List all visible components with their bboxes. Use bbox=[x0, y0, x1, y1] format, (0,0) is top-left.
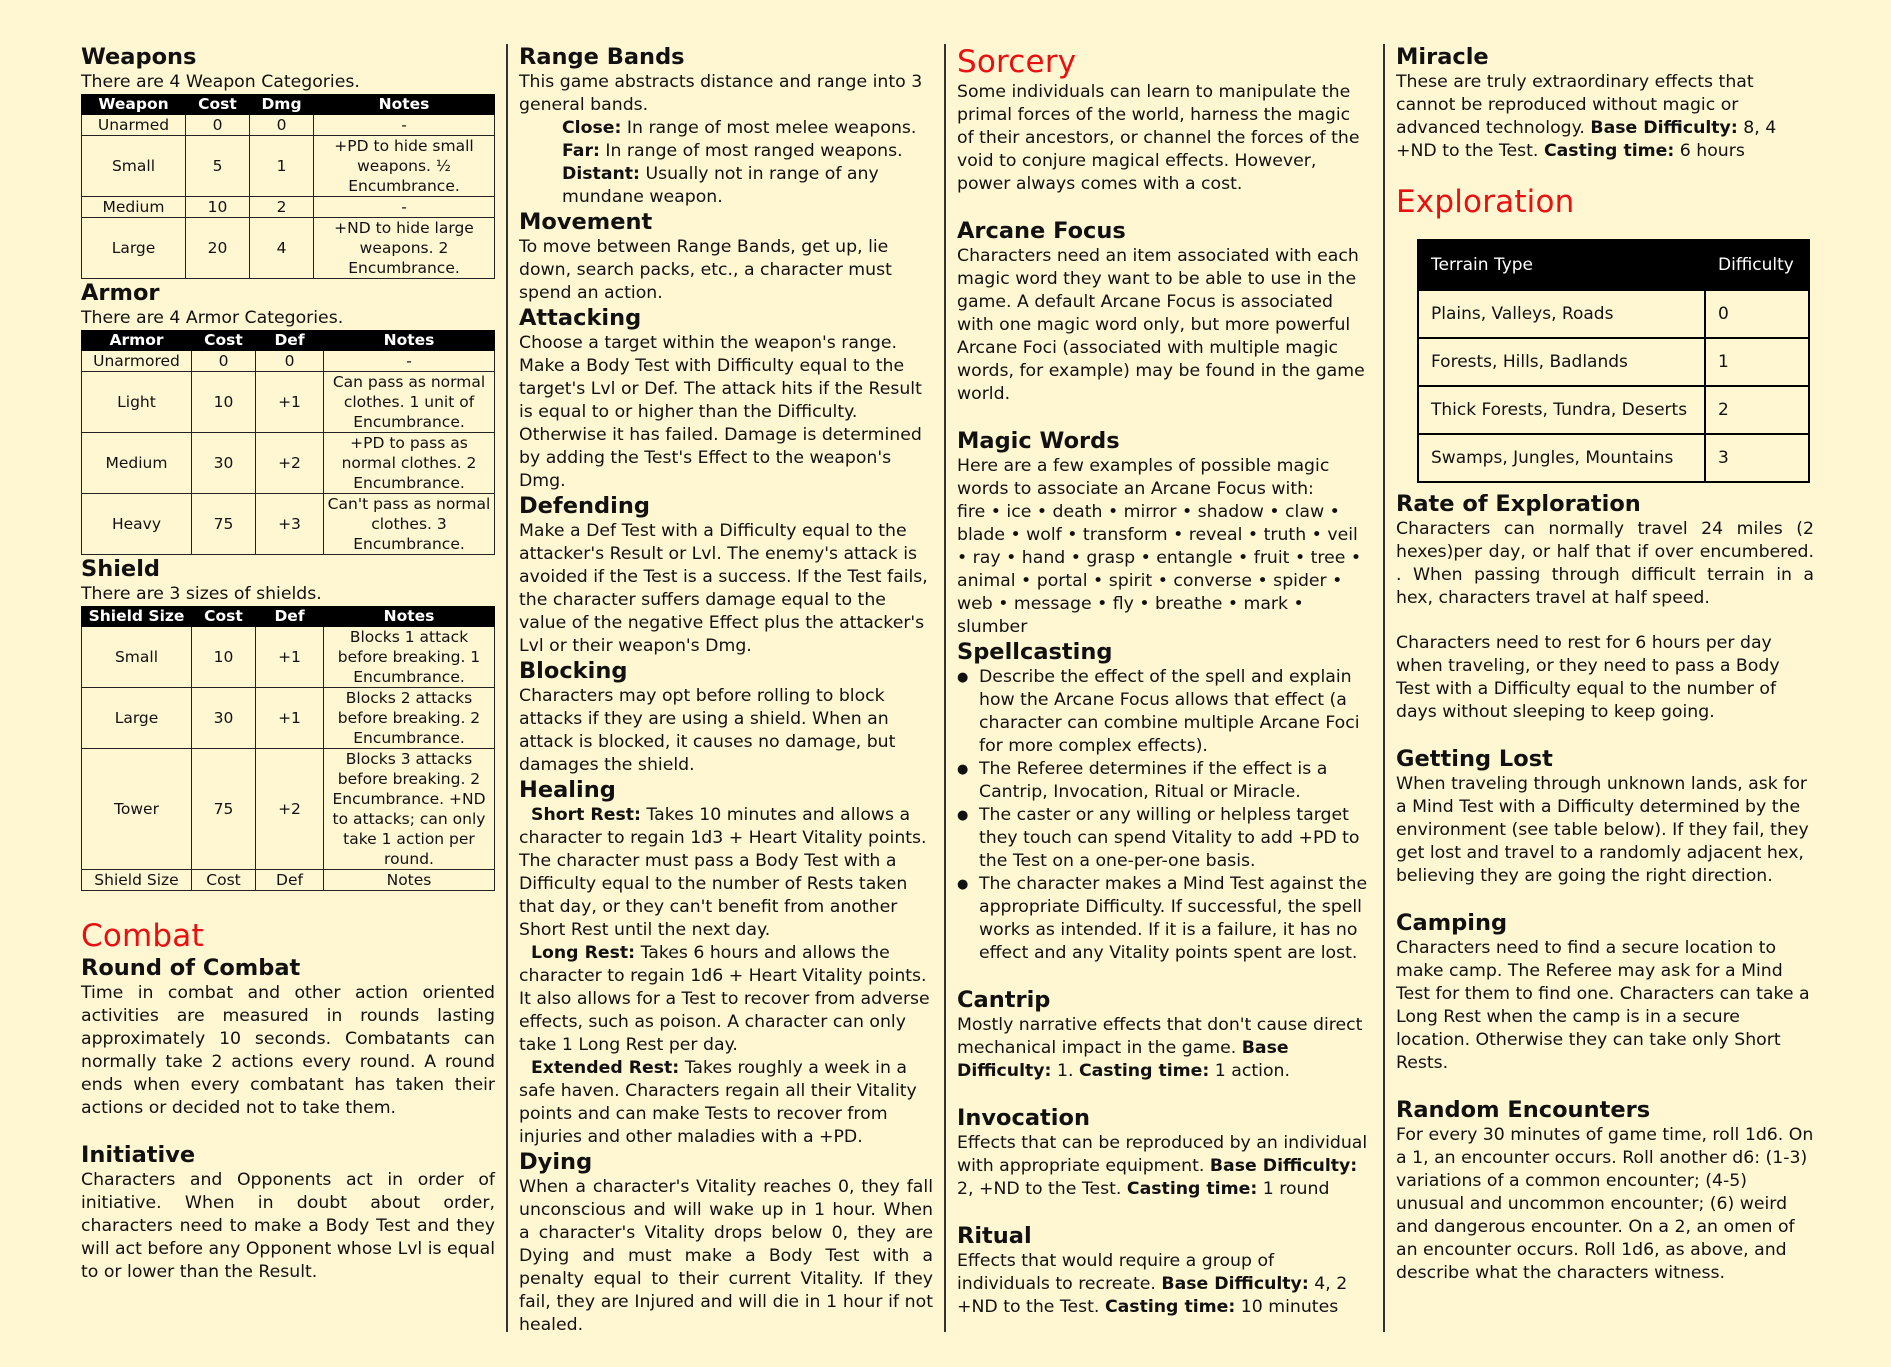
table-cell: - bbox=[314, 197, 495, 218]
invocation-description: Effects that can be reproduced by an individual with appropriate equipment. bbox=[957, 1133, 1368, 1176]
table-cell: 2 bbox=[250, 197, 314, 218]
column-header: Notes bbox=[324, 607, 495, 627]
column-header: Terrain Type bbox=[1418, 240, 1705, 290]
table-header-row bbox=[82, 331, 495, 351]
table-cell: Def bbox=[256, 870, 324, 891]
range-close bbox=[519, 117, 933, 140]
column-3 bbox=[957, 44, 1371, 1319]
defending-text: Make a Def Test with a Difficulty equal to the attacker's Result or Lvl. The enemy's attack is avoided if the Test is a success. If the Test fails, the character suffers damage equal to the value of the negative Effect plus the attacker's Lvl or their weapon's Dmg. bbox=[519, 521, 928, 656]
table-row bbox=[82, 688, 495, 749]
ritual-difficulty: 4, 2 +ND to the Test. bbox=[957, 1274, 1348, 1317]
table-footer-row bbox=[82, 870, 495, 891]
defending-heading: Defending bbox=[519, 493, 650, 519]
armor-heading: Armor bbox=[81, 280, 160, 306]
table-row bbox=[1418, 290, 1809, 338]
table-cell: 30 bbox=[192, 688, 256, 749]
column-header: Notes bbox=[324, 331, 495, 351]
movement-heading: Movement bbox=[519, 209, 653, 235]
round-of-combat-text: Time in combat and other action oriented activities are measured in rounds lasting approximately 10 seconds. Combatants can normally take 2 actions every round. A round ends when every combatant has taken their actions or decided not to take them. bbox=[81, 983, 495, 1118]
healing-long-rest bbox=[519, 942, 933, 1057]
column-header: Cost bbox=[186, 95, 250, 115]
combat-heading: Combat bbox=[81, 918, 204, 954]
short-rest-label: Short Rest: bbox=[531, 805, 641, 825]
table-cell: Heavy bbox=[82, 494, 192, 555]
long-rest-text: Takes 6 hours and allows the character to regain 1d6 + Heart Vitality points. It also allows for a Test to recover from adverse effects, such as poison. A character can only take 1 Long Rest per day. bbox=[519, 943, 930, 1055]
table-cell: Can pass as normal clothes. 1 unit of Encumbrance. bbox=[324, 372, 495, 433]
table-cell: Thick Forests, Tundra, Deserts bbox=[1418, 386, 1705, 434]
table-cell: Shield Size bbox=[82, 870, 192, 891]
table-cell: 10 bbox=[186, 197, 250, 218]
dying-text: When a character's Vitality reaches 0, they fall unconscious and will wake up in 1 hour. When a character's Vitality drops below 0, they are Dying and must make a Body Test with a penalty equal to their current Vitality. If they fail, they are Injured and will die in 1 hour if not healed. bbox=[519, 1177, 933, 1335]
table-row bbox=[82, 218, 495, 279]
getting-lost-text: When traveling through unknown lands, ask for a Mind Test with a Difficulty determined by the environment (see table below). If they fail, they get lost and travel to a randomly adjacent hex, believing they are going the right direction. bbox=[1396, 774, 1809, 886]
invocation-text bbox=[957, 1132, 1371, 1201]
table-cell: +1 bbox=[256, 627, 324, 688]
table-cell: 75 bbox=[192, 494, 256, 555]
table-row bbox=[1418, 386, 1809, 434]
exploration-heading: Exploration bbox=[1396, 184, 1575, 220]
range-bands-heading: Range Bands bbox=[519, 44, 685, 70]
list-item: ● The caster or any willing or helpless target they touch can spend Vitality to add +PD to the Test on a one-per-one basis. bbox=[957, 804, 1371, 873]
table-cell: 0 bbox=[1705, 290, 1809, 338]
invocation-time: 1 round bbox=[1262, 1179, 1330, 1199]
table-row bbox=[82, 115, 495, 136]
table-cell: Medium bbox=[82, 433, 192, 494]
table-row bbox=[82, 372, 495, 433]
terrain-table bbox=[1417, 239, 1810, 483]
table-cell: 10 bbox=[192, 627, 256, 688]
table-cell: 1 bbox=[250, 136, 314, 197]
healing-short-rest bbox=[519, 804, 933, 942]
miracle-time-label: Casting time: bbox=[1543, 141, 1675, 161]
table-cell: +2 bbox=[256, 749, 324, 870]
table-row bbox=[82, 197, 495, 218]
blocking-heading: Blocking bbox=[519, 658, 628, 684]
cantrip-time: 1 action. bbox=[1214, 1061, 1290, 1081]
table-row bbox=[82, 494, 495, 555]
table-cell: 30 bbox=[192, 433, 256, 494]
table-cell: +3 bbox=[256, 494, 324, 555]
column-header: Notes bbox=[314, 95, 495, 115]
range-close-text: In range of most melee weapons. bbox=[626, 118, 917, 138]
table-cell: Light bbox=[82, 372, 192, 433]
range-bands-intro: This game abstracts distance and range into 3 general bands. bbox=[519, 72, 923, 115]
random-encounters-text: For every 30 minutes of game time, roll 1d6. On a 1, an encounter occurs. Roll another d6: (1-3) variations of a common encounter; (4-5) unusual and uncommon encounter; (6) weird and dangerous encounter. On a 2, an omen of an encounter occurs. Roll 1d6, as above, and describe what the characters witness. bbox=[1396, 1125, 1814, 1283]
weapons-heading: Weapons bbox=[81, 44, 197, 70]
column-header: Def bbox=[256, 607, 324, 627]
miracle-difficulty: 8, 4 +ND to the Test. bbox=[1396, 118, 1777, 161]
table-cell: 75 bbox=[192, 749, 256, 870]
rate-text: Characters can normally travel 24 miles (2 hexes)per day, or half that if over encumbered. . When passing through difficult terrain in a hex, characters travel at half speed. bbox=[1396, 519, 1814, 608]
invocation-time-label: Casting time: bbox=[1126, 1179, 1258, 1199]
invocation-difficulty-label: Base Difficulty: bbox=[1209, 1156, 1358, 1176]
extended-rest-text: Takes roughly a week in a safe haven. Characters regain all their Vitality points and can make Tests to recover from injuries and other maladies with a +PD. bbox=[519, 1058, 917, 1147]
range-close-label: Close: bbox=[562, 118, 622, 138]
table-cell: 0 bbox=[186, 115, 250, 136]
column-2 bbox=[519, 44, 933, 1337]
table-cell: +PD to pass as normal clothes. 2 Encumbrance. bbox=[324, 433, 495, 494]
cantrip-difficulty: 1. bbox=[1056, 1061, 1074, 1081]
table-cell: - bbox=[314, 115, 495, 136]
cantrip-heading: Cantrip bbox=[957, 987, 1051, 1013]
list-item: ● The Referee determines if the effect is a Cantrip, Invocation, Ritual or Miracle. bbox=[957, 758, 1371, 804]
camping-text: Characters need to find a secure location to make camp. The Referee may ask for a Mind Test for them to find one. Characters can take a Long Rest when the camp is in a secure location. Otherwise they can take only Short Rests. bbox=[1396, 938, 1810, 1073]
spellcasting-list bbox=[957, 666, 1371, 965]
column-header: Armor bbox=[82, 331, 192, 351]
random-encounters-heading: Random Encounters bbox=[1396, 1097, 1651, 1123]
table-cell: 10 bbox=[192, 372, 256, 433]
table-header-row bbox=[82, 607, 495, 627]
initiative-heading: Initiative bbox=[81, 1142, 196, 1168]
table-cell: 4 bbox=[250, 218, 314, 279]
round-of-combat-heading: Round of Combat bbox=[81, 955, 301, 981]
armor-table bbox=[81, 330, 495, 555]
table-cell: 2 bbox=[1705, 386, 1809, 434]
table-cell: 0 bbox=[250, 115, 314, 136]
sorcery-heading: Sorcery bbox=[957, 44, 1077, 80]
cantrip-description: Mostly narrative effects that don't cause direct mechanical impact in the game. bbox=[957, 1015, 1363, 1058]
table-cell: Can't pass as normal clothes. 3 Encumbrance. bbox=[324, 494, 495, 555]
table-cell: 5 bbox=[186, 136, 250, 197]
column-header: Dmg bbox=[250, 95, 314, 115]
healing-extended-rest bbox=[519, 1057, 933, 1149]
miracle-description: These are truly extraordinary effects that cannot be reproduced without magic or advanced technology. bbox=[1396, 72, 1754, 138]
column-header: Cost bbox=[192, 607, 256, 627]
movement-text: To move between Range Bands, get up, lie down, search packs, etc., a character must spend an action. bbox=[519, 237, 892, 303]
blocking-text: Characters may opt before rolling to block attacks if they are using a shield. When an attack is blocked, it causes no damage, but damages the shield. bbox=[519, 686, 896, 775]
miracle-text bbox=[1396, 71, 1814, 163]
table-cell: 0 bbox=[192, 351, 256, 372]
miracle-time: 6 hours bbox=[1679, 141, 1745, 161]
ritual-difficulty-label: Base Difficulty: bbox=[1161, 1274, 1309, 1294]
magic-words-intro: Here are a few examples of possible magic words to associate an Arcane Focus with: bbox=[957, 456, 1330, 499]
table-cell: Blocks 3 attacks before breaking. 2 Encumbrance. +ND to attacks; can only take 1 action per round. bbox=[324, 749, 495, 870]
column-header: Weapon bbox=[82, 95, 186, 115]
table-cell: Blocks 1 attack before breaking. 1 Encumbrance. bbox=[324, 627, 495, 688]
cantrip-time-label: Casting time: bbox=[1078, 1061, 1210, 1081]
initiative-text: Characters and Opponents act in order of initiative. When in doubt about order, characters need to make a Body Test and they will act before any Opponent whose Lvl is equal to or lower than the Result. bbox=[81, 1170, 495, 1282]
table-cell: Cost bbox=[192, 870, 256, 891]
miracle-heading: Miracle bbox=[1396, 44, 1489, 70]
table-cell: - bbox=[324, 351, 495, 372]
list-item: ● The character makes a Mind Test against the appropriate Difficulty. If successful, the spell works as intended. If it is a failure, it has no effect and any Vitality points spent are lost. bbox=[957, 873, 1371, 965]
cantrip-difficulty-label: Base Difficulty: bbox=[957, 1038, 1289, 1081]
ritual-description: Effects that would require a group of individuals to recreate. bbox=[957, 1251, 1275, 1294]
table-row bbox=[82, 351, 495, 372]
ritual-heading: Ritual bbox=[957, 1223, 1032, 1249]
spellcasting-heading: Spellcasting bbox=[957, 639, 1113, 665]
healing-heading: Healing bbox=[519, 777, 616, 803]
table-row bbox=[1418, 434, 1809, 482]
table-cell: Small bbox=[82, 627, 192, 688]
camping-heading: Camping bbox=[1396, 910, 1508, 936]
miracle-difficulty-label: Base Difficulty: bbox=[1590, 118, 1738, 138]
cantrip-text bbox=[957, 1014, 1371, 1083]
ritual-time: 10 minutes bbox=[1240, 1297, 1339, 1317]
table-cell: +2 bbox=[256, 433, 324, 494]
list-item: ● Describe the effect of the spell and explain how the Arcane Focus allows that effect (a character can combine multiple Arcane Foci for more complex effects). bbox=[957, 666, 1371, 758]
sorcery-text: Some individuals can learn to manipulate the primal forces of the world, harness the magic of their ancestors, or channel the forces of the void to conjure magical effects. However, power always comes with a cost. bbox=[957, 82, 1360, 194]
range-far bbox=[519, 140, 933, 163]
table-cell: Unarmed bbox=[82, 115, 186, 136]
range-far-label: Far: bbox=[562, 141, 600, 161]
table-cell: +1 bbox=[256, 688, 324, 749]
table-cell: 0 bbox=[256, 351, 324, 372]
invocation-difficulty: 2, +ND to the Test. bbox=[957, 1179, 1122, 1199]
arcane-focus-heading: Arcane Focus bbox=[957, 218, 1126, 244]
table-cell: Tower bbox=[82, 749, 192, 870]
table-cell: Unarmored bbox=[82, 351, 192, 372]
range-distant-label: Distant: bbox=[562, 164, 640, 184]
column-1 bbox=[81, 44, 495, 1284]
shield-intro: There are 3 sizes of shields. bbox=[81, 584, 322, 604]
short-rest-text: Takes 10 minutes and allows a character to regain 1d3 + Heart Vitality points. The character must pass a Body Test with a Difficulty equal to the number of Rests taken that day, or they can't benefit from another Short Rest until the next day. bbox=[519, 805, 927, 940]
long-rest-label: Long Rest: bbox=[531, 943, 636, 963]
column-header: Cost bbox=[192, 331, 256, 351]
table-cell: Swamps, Jungles, Mountains bbox=[1418, 434, 1705, 482]
dying-heading: Dying bbox=[519, 1149, 593, 1175]
getting-lost-heading: Getting Lost bbox=[1396, 746, 1553, 772]
table-cell: Notes bbox=[324, 870, 495, 891]
range-far-text: In range of most ranged weapons. bbox=[605, 141, 903, 161]
table-cell: Blocks 2 attacks before breaking. 2 Encumbrance. bbox=[324, 688, 495, 749]
column-divider bbox=[944, 44, 946, 1332]
table-cell: Medium bbox=[82, 197, 186, 218]
column-4 bbox=[1396, 44, 1814, 1285]
invocation-heading: Invocation bbox=[957, 1105, 1090, 1131]
table-row bbox=[82, 433, 495, 494]
shield-table bbox=[81, 606, 495, 891]
table-cell: Small bbox=[82, 136, 186, 197]
table-cell: 1 bbox=[1705, 338, 1809, 386]
column-header: Shield Size bbox=[82, 607, 192, 627]
weapons-table bbox=[81, 94, 495, 279]
extended-rest-label: Extended Rest: bbox=[531, 1058, 680, 1078]
table-cell: Large bbox=[82, 218, 186, 279]
table-cell: +1 bbox=[256, 372, 324, 433]
table-cell: Plains, Valleys, Roads bbox=[1418, 290, 1705, 338]
attacking-heading: Attacking bbox=[519, 305, 642, 331]
weapons-intro: There are 4 Weapon Categories. bbox=[81, 72, 360, 92]
column-divider bbox=[1383, 44, 1385, 1332]
table-row bbox=[82, 749, 495, 870]
table-cell: +ND to hide large weapons. 2 Encumbrance. bbox=[314, 218, 495, 279]
range-distant-text: Usually not in range of any mundane weapon. bbox=[562, 164, 879, 207]
table-cell: Forests, Hills, Badlands bbox=[1418, 338, 1705, 386]
range-distant bbox=[519, 163, 933, 209]
table-header-row bbox=[82, 95, 495, 115]
shield-heading: Shield bbox=[81, 556, 161, 582]
column-header: Difficulty bbox=[1705, 240, 1809, 290]
table-cell: +PD to hide small weapons. ½ Encumbrance. bbox=[314, 136, 495, 197]
table-row bbox=[82, 136, 495, 197]
table-row bbox=[1418, 338, 1809, 386]
arcane-focus-text: Characters need an item associated with each magic word they want to be able to use in the game. A default Arcane Focus is associated with one magic word only, but more powerful Arcane Foci (associated with multiple magic words, for example) may be found in the game world. bbox=[957, 246, 1365, 404]
table-cell: 3 bbox=[1705, 434, 1809, 482]
table-cell: 20 bbox=[186, 218, 250, 279]
column-header: Def bbox=[256, 331, 324, 351]
rate-rest-text: Characters need to rest for 6 hours per day when traveling, or they need to pass a Body Test with a Difficulty equal to the number of days without sleeping to keep going. bbox=[1396, 633, 1780, 722]
magic-words-heading: Magic Words bbox=[957, 428, 1120, 454]
ritual-text bbox=[957, 1250, 1371, 1319]
magic-words-list: fire • ice • death • mirror • shadow • claw • blade • wolf • transform • reveal • truth • veil • ray • hand • grasp • entangle • fruit • tree • animal • portal • spirit • converse • spider • web • message • fly • breathe • mark • slumber bbox=[957, 502, 1362, 637]
table-row bbox=[82, 627, 495, 688]
rate-heading: Rate of Exploration bbox=[1396, 491, 1641, 517]
attacking-text: Choose a target within the weapon's range. Make a Body Test with Difficulty equal to the target's Lvl or Def. The attack hits if the Result is equal to or higher than the Difficulty. Otherwise it has failed. Damage is determined by adding the Test's Effect to the weapon's Dmg. bbox=[519, 333, 922, 491]
table-cell: Large bbox=[82, 688, 192, 749]
column-divider bbox=[506, 44, 508, 1332]
ritual-time-label: Casting time: bbox=[1104, 1297, 1236, 1317]
armor-intro: There are 4 Armor Categories. bbox=[81, 308, 344, 328]
table-header-row bbox=[1418, 240, 1809, 290]
